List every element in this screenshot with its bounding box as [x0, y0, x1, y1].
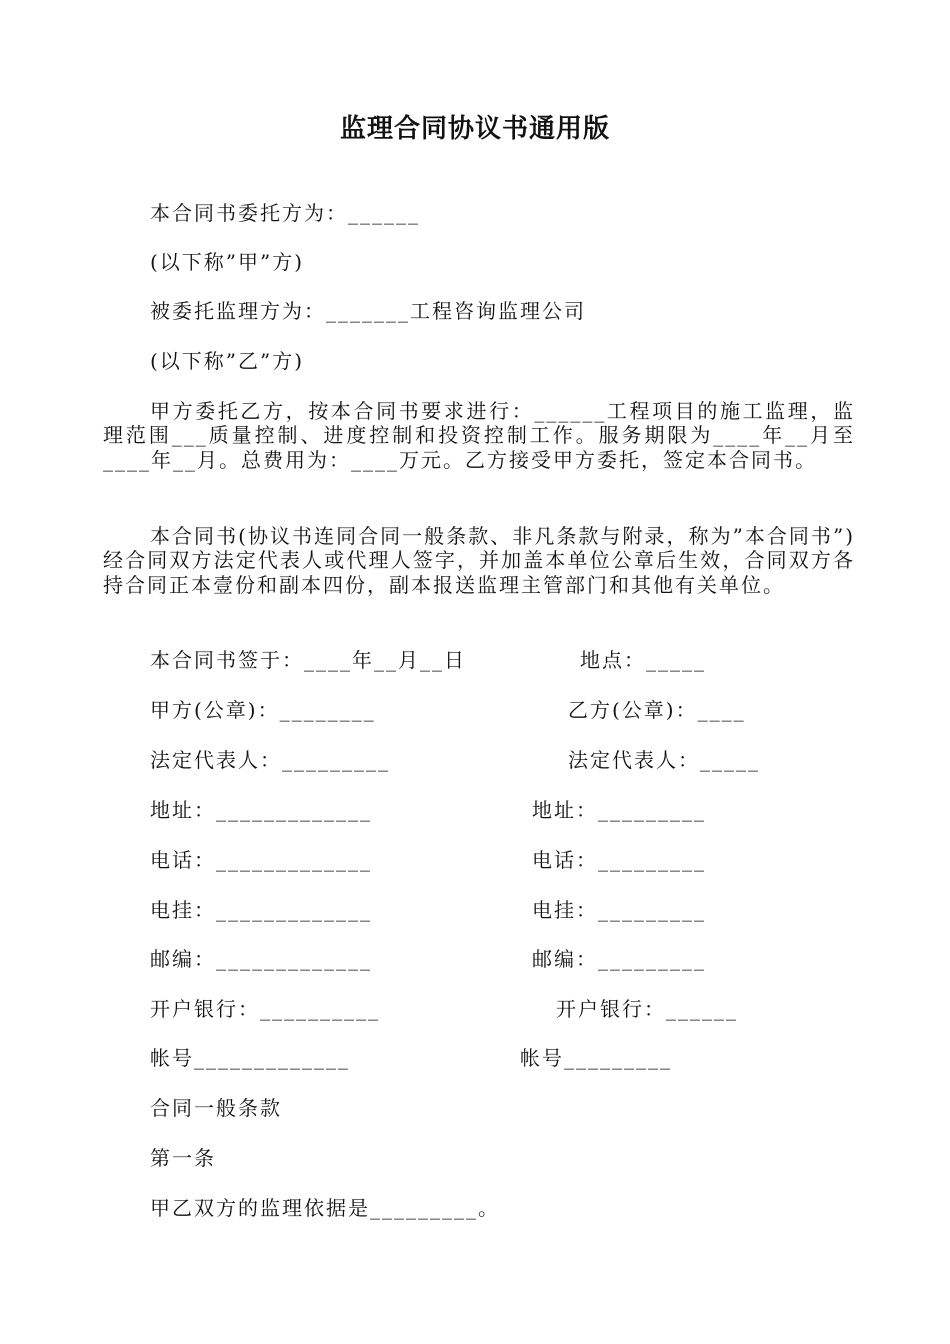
party-b-bank: 开户银行：______ [556, 997, 738, 1021]
party-a-representative: 法定代表人：_________ [150, 748, 390, 772]
party-a-seal: 甲方(公章)：________ [150, 698, 376, 722]
party-b-representative: 法定代表人：_____ [568, 748, 760, 772]
party-b-seal: 乙方(公章)：____ [568, 698, 746, 722]
party-b-fax: 电挂：_________ [532, 898, 706, 922]
party-b-postcode: 邮编：_________ [532, 947, 706, 971]
signing-place: 地点：_____ [580, 648, 706, 672]
party-a-bank: 开户银行：__________ [150, 997, 380, 1021]
client-line: 本合同书委托方为：______ [150, 201, 420, 225]
signing-date: 本合同书签于：____年__月__日 [150, 648, 466, 672]
party-a-postcode: 邮编：_____________ [150, 947, 372, 971]
party-a-address: 地址：_____________ [150, 798, 372, 822]
scope-paragraph: 甲方委托乙方，按本合同书要求进行：______工程项目的施工监理，监理范围___质量控制、进度控制和投资控制工作。服务期限为____年__月至____年__月。总费用为：____万元。乙方接受甲方委托，签定本合同书。 [103, 399, 855, 472]
client-alias: (以下称”甲”方) [150, 250, 305, 274]
party-a-phone: 电话：_____________ [150, 848, 372, 872]
effect-paragraph: 本合同书(协议书连同合同一般条款、非凡条款与附录，称为”本合同书”)经合同双方法定代表人或代理人签字，并加盖本单位公章后生效，合同双方各持合同正本壹份和副本四份，副本报送监理主管部门和其他有关单位。 [103, 524, 855, 597]
party-a-account: 帐号_____________ [150, 1046, 350, 1070]
supervisor-alias: (以下称”乙”方) [150, 349, 305, 373]
supervisor-line: 被委托监理方为：_______工程咨询监理公司 [150, 299, 586, 323]
party-b-account: 帐号_________ [520, 1046, 672, 1070]
document-title: 监理合同协议书通用版 [339, 114, 610, 144]
article-1-heading: 第一条 [150, 1146, 216, 1170]
party-b-address: 地址：_________ [532, 798, 706, 822]
supervision-basis: 甲乙双方的监理依据是_________。 [150, 1196, 500, 1220]
party-b-phone: 电话：_________ [532, 848, 706, 872]
party-a-fax: 电挂：_____________ [150, 898, 372, 922]
general-terms-heading: 合同一般条款 [150, 1096, 282, 1120]
